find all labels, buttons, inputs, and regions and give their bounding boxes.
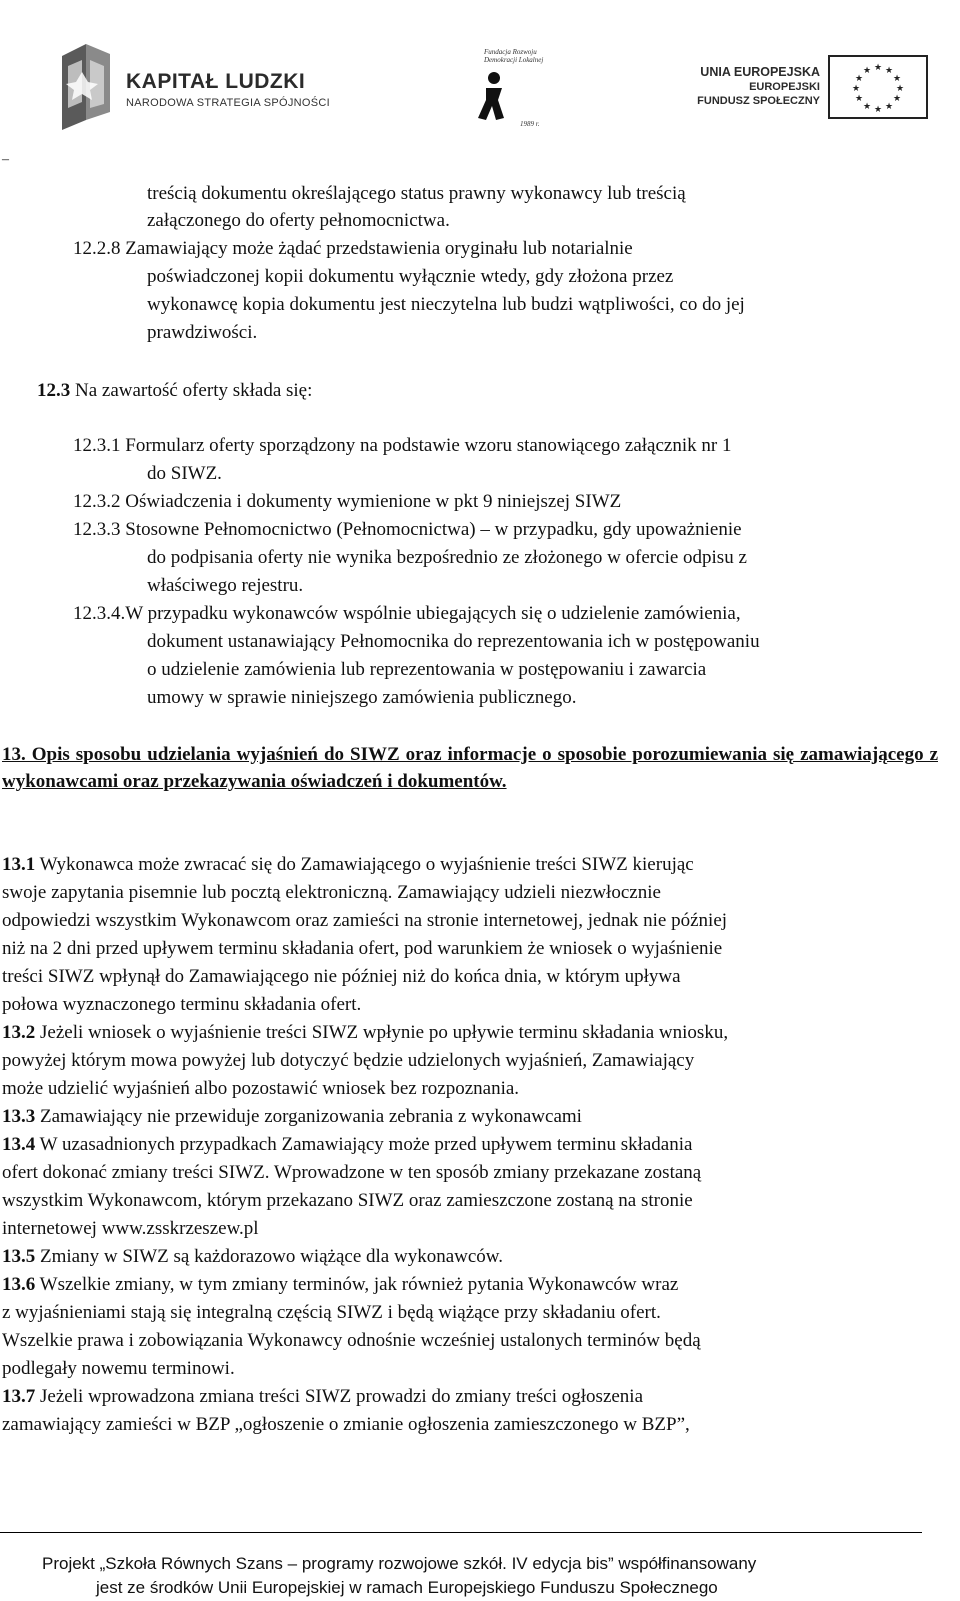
item-12-3-2: 12.3.2 Oświadczenia i dokumenty wymienione w pkt 9 niniejszej SIWZ bbox=[73, 491, 622, 512]
text-line: odpowiedzi wszystkim Wykonawcom oraz zamieści na stronie internetowej, jednak nie później bbox=[2, 910, 728, 931]
item-number: 13.2 bbox=[2, 1022, 36, 1043]
header-mark: – bbox=[2, 152, 9, 167]
item-13-1 bbox=[2, 853, 694, 877]
svg-text:★: ★ bbox=[854, 74, 864, 84]
svg-text:★: ★ bbox=[862, 66, 872, 76]
item-13-7 bbox=[2, 1385, 643, 1409]
svg-text:★: ★ bbox=[895, 84, 905, 94]
text-line: właściwego rejestru. bbox=[147, 575, 304, 596]
item-text: Jeżeli wniosek o wyjaśnienie treści SIWZ wpłynie po upływie terminu składania wniosku, bbox=[35, 1022, 729, 1043]
fundacja-name: Fundacja Rozwoju Demokracji Lokalnej bbox=[484, 48, 544, 64]
svg-text:★: ★ bbox=[862, 102, 872, 112]
text-line: załączonego do oferty pełnomocnictwa. bbox=[147, 210, 450, 231]
text-line: podlegały nowemu terminowi. bbox=[2, 1358, 235, 1379]
item-number: 13.7 bbox=[2, 1386, 36, 1407]
item-text: Jeżeli wprowadzona zmiana treści SIWZ prowadzi do zmiany treści ogłoszenia bbox=[35, 1386, 644, 1407]
svg-text:★: ★ bbox=[873, 63, 883, 73]
text-line: wszystkim Wykonawcom, którym przekazano SIWZ oraz zamieszczone zostaną na stronie bbox=[2, 1190, 693, 1211]
item-number: 13.3 bbox=[2, 1106, 36, 1127]
eu-flag-icon bbox=[828, 55, 928, 119]
eu-logo-line1: UNIA EUROPEJSKA bbox=[700, 65, 820, 79]
item-13-4 bbox=[2, 1133, 692, 1157]
kapital-ludzki-subtitle: NARODOWA STRATEGIA SPÓJNOŚCI bbox=[126, 97, 330, 109]
section-13-heading: 13. Opis sposobu udzielania wyjaśnień do SIWZ oraz informacje o sposobie porozumiewania się zamawiającego z wykonawcami oraz przekazywania oświadczeń i dokumentów. bbox=[2, 744, 938, 792]
svg-text:★: ★ bbox=[884, 102, 894, 112]
text-line: internetowej www.zsskrzeszew.pl bbox=[2, 1218, 259, 1239]
item-12-3-3: 12.3.3 Stosowne Pełnomocnictwo (Pełnomocnictwa) – w przypadku, gdy upoważnienie bbox=[73, 519, 742, 540]
text-line: z wyjaśnieniami stają się integralną częścią SIWZ i będą wiążące przy składaniu ofert. bbox=[2, 1302, 661, 1323]
item-text: Zmiany w SIWZ są każdorazowo wiążące dla wykonawców. bbox=[35, 1246, 504, 1267]
text-line: do SIWZ. bbox=[147, 463, 222, 484]
item-number: 13.6 bbox=[2, 1274, 36, 1295]
item-13-5 bbox=[2, 1245, 503, 1269]
svg-text:★: ★ bbox=[884, 66, 894, 76]
text-line: niż na 2 dni przed upływem terminu składania ofert, pod warunkiem że wniosek o wyjaśnienie bbox=[2, 938, 723, 959]
text-line: treścią dokumentu określającego status prawny wykonawcy lub treścią bbox=[147, 183, 686, 204]
item-12-3 bbox=[37, 379, 312, 403]
text-line: Wszelkie prawa i zobowiązania Wykonawcy odnośnie wcześniej ustalonych terminów będą bbox=[2, 1330, 701, 1351]
svg-text:★: ★ bbox=[873, 105, 883, 115]
text-line: zamawiający zamieści w BZP „ogłoszenie o zmianie ogłoszenia zamieszczonego w BZP”, bbox=[2, 1414, 690, 1435]
kapital-ludzki-logo bbox=[56, 42, 336, 132]
item-text: Wykonawca może zwracać się do Zamawiającego o wyjaśnienie treści SIWZ kierując bbox=[35, 854, 694, 875]
eu-logo bbox=[690, 55, 935, 125]
item-13-2 bbox=[2, 1021, 728, 1045]
item-12-3-1: 12.3.1 Formularz oferty sporządzony na podstawie wzoru stanowiącego załącznik nr 1 bbox=[73, 435, 732, 456]
svg-text:★: ★ bbox=[854, 94, 864, 104]
walking-figure-icon bbox=[472, 70, 516, 124]
text-line: połowa wyznaczonego terminu składania ofert. bbox=[2, 994, 362, 1015]
item-text: Wszelkie zmiany, w tym zmiany terminów, jak również pytania Wykonawców wraz bbox=[35, 1274, 679, 1295]
footer-text-line1: Projekt „Szkoła Równych Szans – programy rozwojowe szkół. IV edycja bis” współfinansowany bbox=[42, 1554, 757, 1573]
item-12-3-4: 12.3.4.W przypadku wykonawców wspólnie ubiegających się o udzielenie zamówienia, bbox=[73, 603, 741, 624]
text-line: o udzielenie zamówienia lub reprezentowania w postępowaniu i zawarcia bbox=[147, 659, 707, 680]
item-number: 12.3 bbox=[37, 380, 71, 401]
eu-logo-line2: EUROPEJSKI bbox=[749, 81, 820, 93]
kapital-ludzki-title: KAPITAŁ LUDZKI bbox=[126, 70, 306, 93]
svg-text:★: ★ bbox=[892, 94, 902, 104]
text-line: umowy w sprawie niniejszego zamówienia publicznego. bbox=[147, 687, 577, 708]
footer-text-line2: jest ze środków Unii Europejskiej w ramach Europejskiego Funduszu Społecznego bbox=[96, 1578, 718, 1597]
item-12-2-8: 12.2.8 Zamawiający może żądać przedstawienia oryginału lub notarialnie bbox=[73, 238, 633, 259]
text-line: do podpisania oferty nie wynika bezpośrednio ze złożonego w ofercie odpisu z bbox=[147, 547, 747, 568]
text-line: prawdziwości. bbox=[147, 322, 258, 343]
item-13-3 bbox=[2, 1105, 582, 1129]
text-line: wykonawcę kopia dokumentu jest nieczytelna lub budzi wątpliwości, co do jej bbox=[147, 294, 745, 315]
svg-text:★: ★ bbox=[851, 84, 861, 94]
text-line: powyżej którym mowa powyżej lub dotyczyć będzie udzielonych wyjaśnień, Zamawiający bbox=[2, 1050, 695, 1071]
item-text: Na zawartość oferty składa się: bbox=[70, 380, 313, 401]
item-text: Zamawiający nie przewiduje zorganizowania zebrania z wykonawcami bbox=[35, 1106, 582, 1127]
footer-divider bbox=[0, 1532, 922, 1533]
text-line: ofert dokonać zmiany treści SIWZ. Wprowadzone w ten sposób zmiany przekazane zostaną bbox=[2, 1162, 702, 1183]
item-number: 13.5 bbox=[2, 1246, 36, 1267]
text-line: dokument ustanawiający Pełnomocnika do reprezentowania ich w postępowaniu bbox=[147, 631, 760, 652]
item-13-6 bbox=[2, 1273, 678, 1297]
item-number: 13.4 bbox=[2, 1134, 36, 1155]
fundacja-logo bbox=[470, 48, 550, 133]
fundacja-year: 1989 r. bbox=[520, 120, 540, 128]
text-line: może udzielić wyjaśnień albo pozostawić wniosek bez rozpoznania. bbox=[2, 1078, 520, 1099]
text-line: poświadczonej kopii dokumentu wyłącznie wtedy, gdy złożona przez bbox=[147, 266, 674, 287]
item-number: 13.1 bbox=[2, 854, 36, 875]
item-text: W uzasadnionych przypadkach Zamawiający może przed upływem terminu składania bbox=[35, 1134, 693, 1155]
text-line: treści SIWZ wpłynął do Zamawiającego nie później niż do końca dnia, w którym upływa bbox=[2, 966, 681, 987]
page-header bbox=[0, 0, 960, 165]
svg-text:★: ★ bbox=[892, 74, 902, 84]
eu-logo-line3: FUNDUSZ SPOŁECZNY bbox=[697, 95, 820, 107]
kapital-ludzki-emblem-icon bbox=[56, 42, 118, 132]
text-line: swoje zapytania pisemnie lub pocztą elektroniczną. Zamawiający udzieli niezwłocznie bbox=[2, 882, 661, 903]
